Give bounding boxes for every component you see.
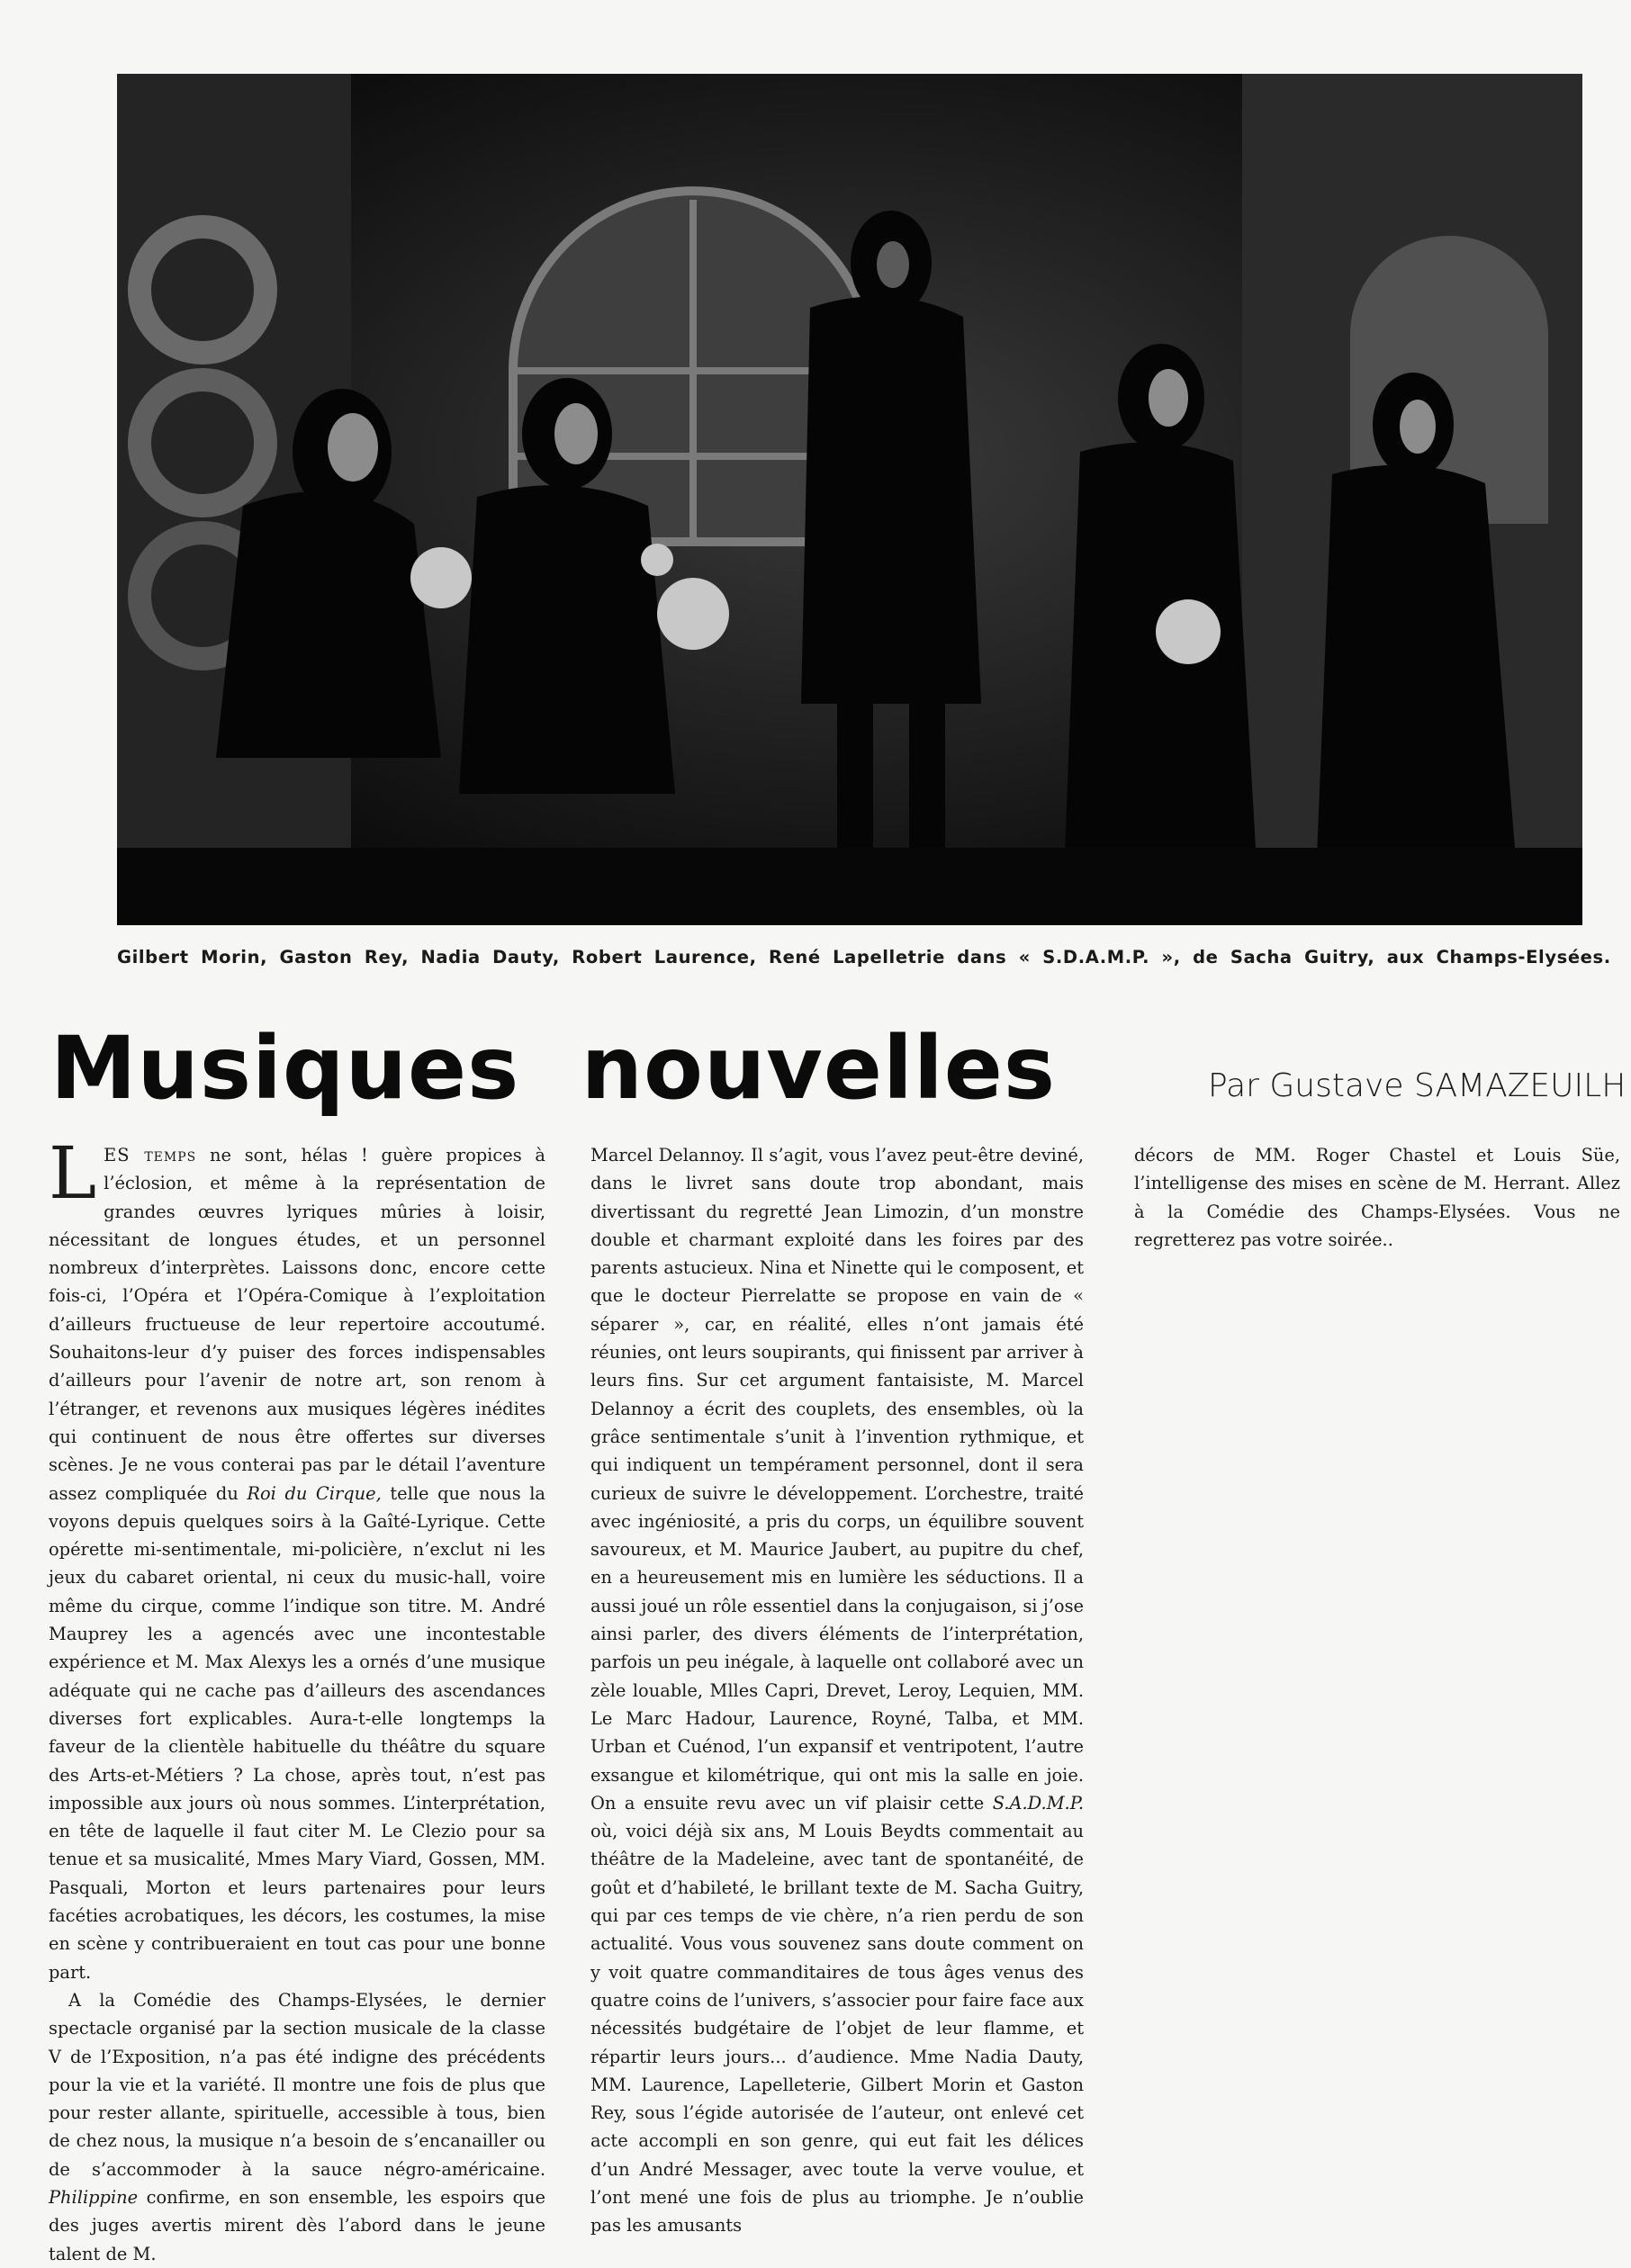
article-column-3: [1134, 1141, 1620, 1254]
paragraph-text: Marcel Delannoy. Il s’agit, vous l’avez peut-être deviné, dans le livret sans doute trop abondant, mais divertissant du regretté Jean Limozin, d’un monstre double et charmant exploité dans les foires par des parents astucieux. Nina et Ninette qui le composent, et que le docteur Pierrelatte se propose en vain de « séparer », car, en réalité, elles n’ont jamais été réunies, ont leurs soupirants, qui finissent par arriver à leurs fins. Sur cet argument fantaisiste, M. Marcel Delannoy a écrit des couplets, des ensembles, où la grâce sentimentale s’unit à l’invention rythmique, et qui indiquent un tempérament personnel, dont il sera curieux de suivre le développement. L’orchestre, traité avec ingéniosité, a pris du corps, un équilibre souvent savoureux, et M. Maurice Jaubert, au pupitre du chef, en a heureusement mis en lumière les séductions. Il a aussi joué un rôle essentiel dans la conjugaison, si j’ose ainsi parler, des divers éléments de l’interprétation, parfois un peu inégale, à laquelle ont collaboré avec un zèle louable, Mlles Capri, Drevet, Leroy, Lequien, MM. Le Marc Hadour, Laurence, Royné, Talba, et MM. Urban et Cuénod, l’un expansif et ventripotent, l’autre exsangue et kilométrique, qui ont mis la salle en joie. On a ensuite revu avec un vif plaisir cette: [590, 1145, 1084, 1814]
paragraph: [590, 1141, 1084, 2240]
paragraph: [1134, 1141, 1620, 1254]
paragraph: [49, 1131, 545, 1986]
photo-caption: Gilbert Morin, Gaston Rey, Nadia Dauty, Robert Laurence, René Lapelletrie dans « S.D.A.M.P. », de Sacha Guitry, aux Champs-Elysées.: [117, 947, 1611, 968]
paragraph-text: décors de MM. Roger Chastel et Louis Süe, l’intelligense des mises en scène de M. Herrant. Allez à la Comédie des Champs-Elysées. Vous ne regretterez pas votre soirée..: [1134, 1145, 1620, 1250]
paragraph: [49, 1986, 545, 2268]
paragraph-text: où, voici déjà six ans, M Louis Beydts commentait au théâtre de la Madeleine, avec tant de spontanéité, de goût et d’habileté, le brillant texte de M. Sacha Guitry, qui par ces temps de vie chère, n’a rien perdu de son actualité. Vous vous souvenez sans doute comment on y voit quatre commanditaires de tous âges venus des quatre coins de l’univers, s’associer pour faire face aux nécessités budgétaire de l’objet de leur flamme, et répartir leurs jours... d’audience. Mme Nadia Dauty, MM. Laurence, Lapelleterie, Gilbert Morin et Gaston Rey, sous l’égide autorisée de l’auteur, ont enlevé cet acte accompli en son genre, qui eut fait les délices d’un André Messager, avec toute la verve voulue, et l’ont mené une fois de plus au triomphe. Je n’oublie pas les amusants: [590, 1821, 1084, 2236]
work-title: Roi du Cirque,: [247, 1482, 382, 1504]
lead-in: ES temps: [104, 1145, 197, 1166]
article-column-2: [590, 1141, 1084, 2240]
stage-photo-illustration: [117, 74, 1582, 925]
paragraph-text: ne sont, hélas ! guère propices à l’éclosion, et même à la représentation de grandes œuvres lyriques mûries à loisir, nécessitant de longues études, et un personnel nombreux d’interprètes. Laissons donc, encore cette fois-ci, l’Opéra et l’Opéra-Comique à l’exploitation d’ailleurs fructueuse de leur repertoire accoutumé. Souhaitons-leur d’y puiser des forces indispensables d’ailleurs pour l’avenir de notre art, son renom à l’étranger, et revenons aux musiques légères inédites qui continuent de nous être offertes sur diverses scènes. Je ne vous conterai pas par le détail l’aventure assez compliquée du: [49, 1145, 545, 1504]
work-title: S.A.D.M.P.: [992, 1792, 1084, 1814]
paragraph-text: telle que nous la voyons depuis quelques soirs à la Gaîté-Lyrique. Cette opérette mi-sentimentale, mi-policière, n’exclut ni les jeux du cabaret oriental, ni ceux du music-hall, voire même du cirque, comme l’indique son titre. M. André Mauprey les a agencés avec une incontestable expérience et M. Max Alexys les a ornés d’une musique adéquate qui ne cache pas d’ailleurs des ascendances diverses fort explicables. Aura-t-elle longtemps la faveur de la clientèle habituelle du théâtre du square des Arts-et-Métiers ? La chose, après tout, n’est pas impossible aux jours où nous sommes. L’interprétation, en tête de laquelle il faut citer M. Le Clezio pour sa tenue et sa musicalité, Mmes Mary Viard, Gossen, MM. Pasquali, Morton et leurs partenaires pour leurs facéties acrobatiques, les décors, les costumes, la mise en scène y contribueraient en tout cas pour une bonne part.: [49, 1482, 545, 1983]
article-column-1: [49, 1131, 545, 2268]
paragraph-text: A la Comédie des Champs-Elysées, le dernier spectacle organisé par la section musicale de la classe V de l’Exposition, n’a pas été indigne des précédents pour la vie et la variété. Il montre une fois de plus que pour rester allante, spirituelle, accessible à tous, bien de chez nous, la musique n’a besoin de s’encanailler ou de s’accommoder à la sauce négro-américaine.: [49, 1989, 545, 2180]
drop-cap: L: [49, 1131, 97, 1215]
article-title: Musiques nouvelles: [50, 1018, 1057, 1119]
stage-photo: [117, 74, 1582, 925]
paragraph-text: confirme, en son ensemble, les espoirs que des juges avertis mirent dès l’abord dans le jeune talent de M.: [49, 2186, 545, 2264]
work-title: Philippine: [49, 2186, 139, 2208]
article-byline: Par Gustave SAMAZEUILH: [1208, 1067, 1626, 1104]
